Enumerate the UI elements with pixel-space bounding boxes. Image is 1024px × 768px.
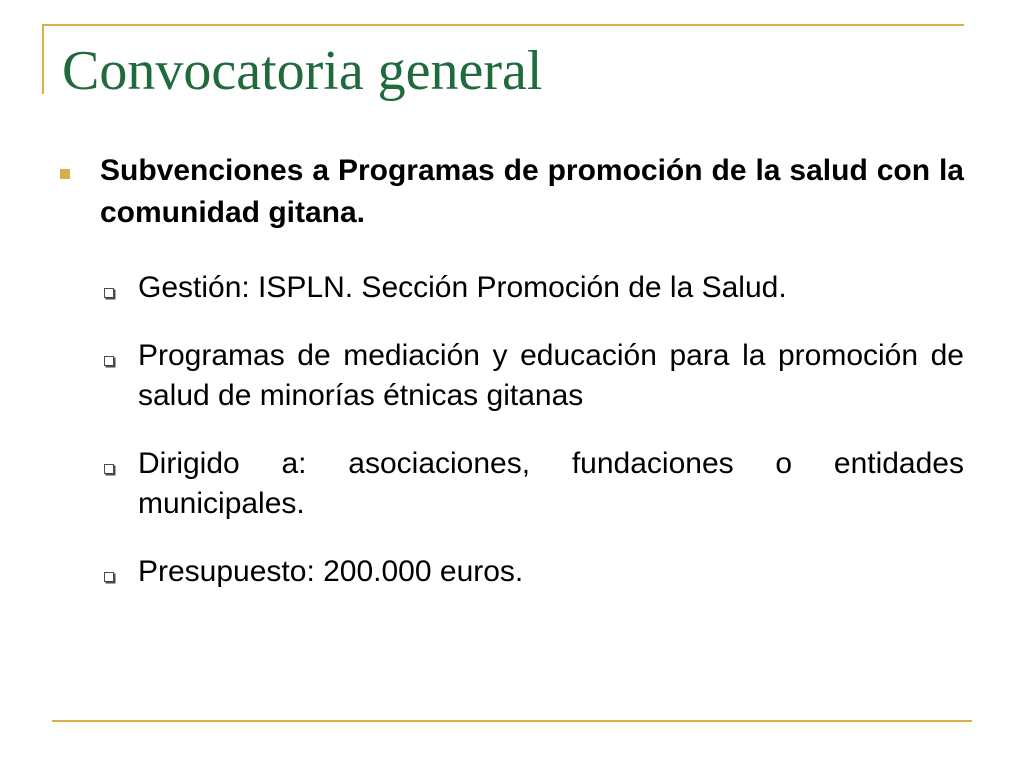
hollow-square-bullet-icon [104, 464, 114, 474]
hollow-square-bullet-icon [104, 288, 114, 298]
sub-bullet-item-gestion [102, 268, 964, 308]
sub-bullet-item-presupuesto [102, 552, 964, 592]
sub-bullet-item-programas [102, 336, 964, 416]
main-bullet-item [60, 150, 964, 234]
sub-bullet-text: Programas de mediación y educación para la promoción de salud de minorías étnicas gitanas [138, 339, 964, 412]
sub-bullet-text: Gestión: ISPLN. Sección Promoción de la Salud. [138, 271, 787, 304]
left-accent-rule [42, 24, 44, 94]
sub-bullet-text: Dirigido a: asociaciones, fundaciones o entidades municipales. [138, 447, 964, 520]
sub-bullet-text: Presupuesto: 200.000 euros. [138, 555, 524, 588]
sub-bullet-item-dirigido [102, 444, 964, 524]
slide-title: Convocatoria general [62, 40, 543, 102]
top-accent-rule [42, 24, 964, 26]
main-bullet-text: Subvenciones a Programas de promoción de la salud con la comunidad gitana. [100, 154, 964, 229]
hollow-square-bullet-icon [104, 572, 114, 582]
square-bullet-icon [60, 169, 70, 179]
hollow-square-bullet-icon [104, 356, 114, 366]
sub-bullet-list [102, 268, 964, 620]
bottom-accent-rule [52, 720, 972, 722]
